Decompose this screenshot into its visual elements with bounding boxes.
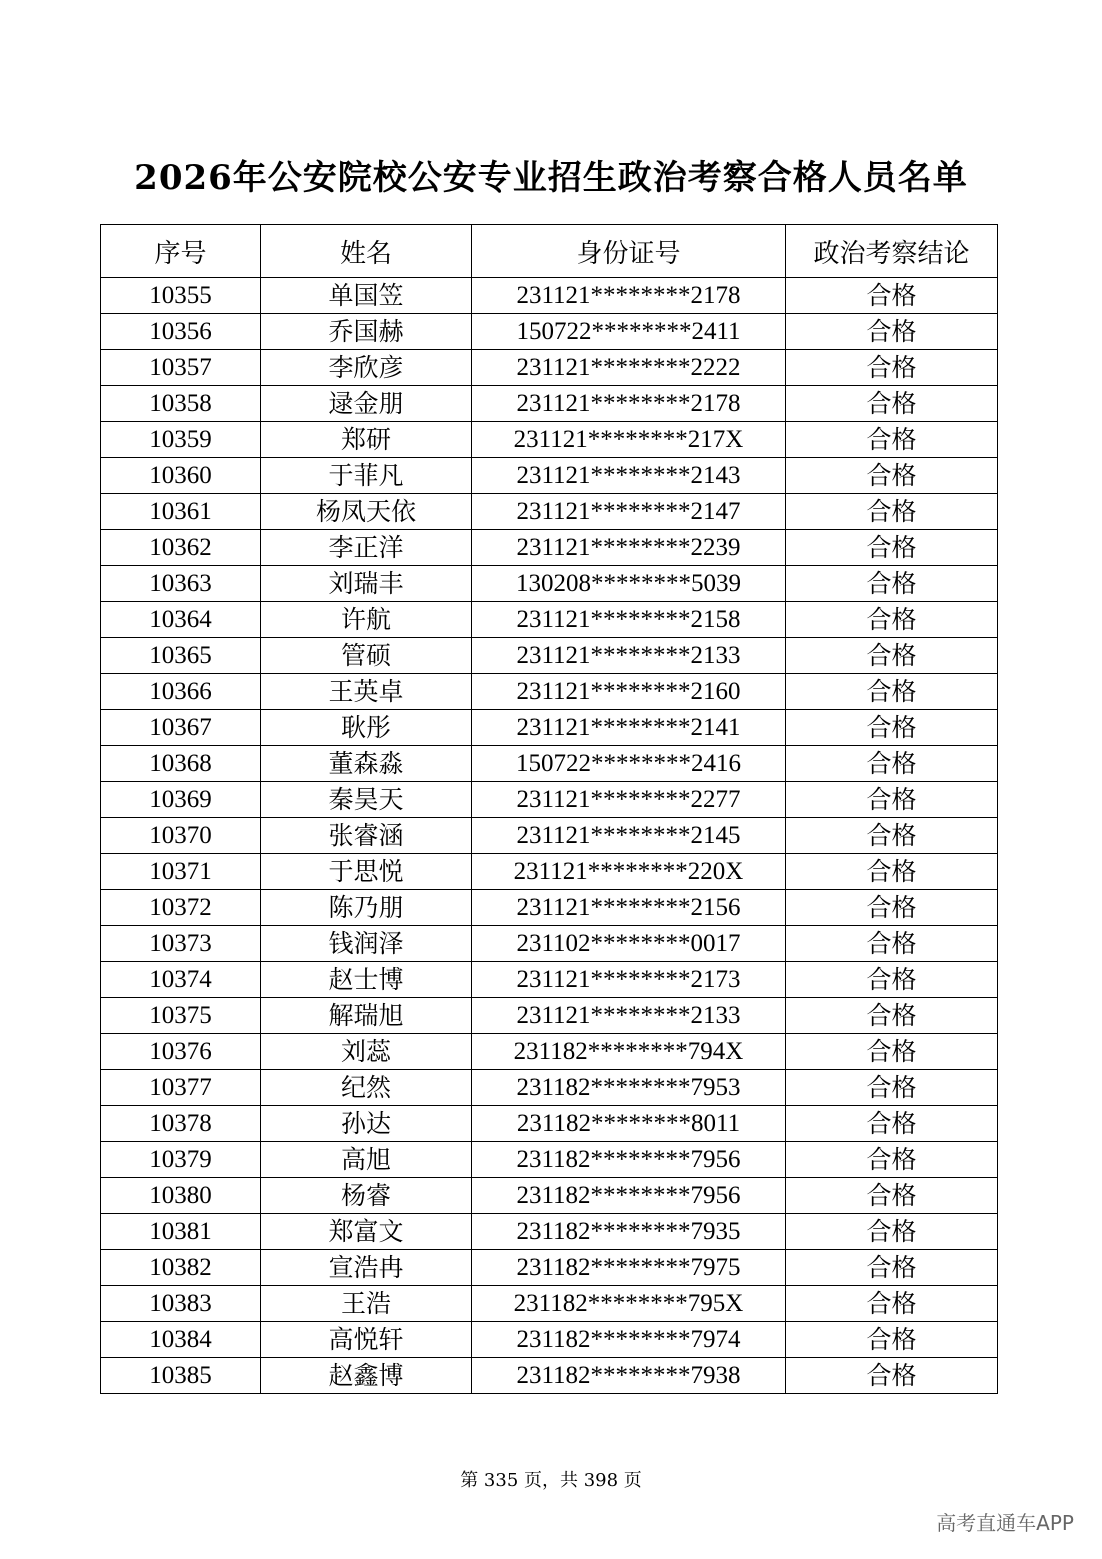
cell-id-card: 231182********7956 [472, 1142, 786, 1178]
cell-seq: 10384 [101, 1322, 261, 1358]
cell-result: 合格 [786, 746, 998, 782]
table-row [101, 458, 998, 494]
cell-seq: 10363 [101, 566, 261, 602]
cell-name: 秦昊天 [261, 782, 472, 818]
cell-id-card: 130208********5039 [472, 566, 786, 602]
table-row [101, 422, 998, 458]
page-number: 第 335 页，共 398 页 [460, 1470, 642, 1491]
cell-seq: 10356 [101, 314, 261, 350]
cell-seq: 10367 [101, 710, 261, 746]
cell-id-card: 231121********2133 [472, 638, 786, 674]
cell-result: 合格 [786, 962, 998, 998]
cell-result: 合格 [786, 314, 998, 350]
cell-name: 王浩 [261, 1286, 472, 1322]
cell-seq: 10383 [101, 1286, 261, 1322]
table-row [101, 818, 998, 854]
cell-seq: 10371 [101, 854, 261, 890]
cell-id-card: 231182********794X [472, 1034, 786, 1070]
cell-name: 孙达 [261, 1106, 472, 1142]
cell-seq: 10380 [101, 1178, 261, 1214]
cell-result: 合格 [786, 674, 998, 710]
cell-name: 张睿涵 [261, 818, 472, 854]
cell-id-card: 231121********2145 [472, 818, 786, 854]
cell-id-card: 231182********7975 [472, 1250, 786, 1286]
cell-name: 钱润泽 [261, 926, 472, 962]
cell-seq: 10358 [101, 386, 261, 422]
cell-result: 合格 [786, 854, 998, 890]
cell-name: 许航 [261, 602, 472, 638]
cell-result: 合格 [786, 1286, 998, 1322]
cell-seq: 10373 [101, 926, 261, 962]
cell-result: 合格 [786, 530, 998, 566]
cell-name: 于菲凡 [261, 458, 472, 494]
cell-name: 乔国赫 [261, 314, 472, 350]
cell-id-card: 231102********0017 [472, 926, 786, 962]
cell-id-card: 150722********2416 [472, 746, 786, 782]
cell-name: 郑研 [261, 422, 472, 458]
cell-seq: 10376 [101, 1034, 261, 1070]
cell-result: 合格 [786, 782, 998, 818]
table-row [101, 278, 998, 314]
header-result: 政治考察结论 [786, 225, 998, 278]
cell-name: 高悦轩 [261, 1322, 472, 1358]
cell-id-card: 231182********7956 [472, 1178, 786, 1214]
cell-result: 合格 [786, 602, 998, 638]
cell-id-card: 231182********7953 [472, 1070, 786, 1106]
cell-result: 合格 [786, 1358, 998, 1394]
table-row [101, 1250, 998, 1286]
cell-result: 合格 [786, 1250, 998, 1286]
cell-seq: 10364 [101, 602, 261, 638]
cell-name: 王英卓 [261, 674, 472, 710]
cell-seq: 10366 [101, 674, 261, 710]
table-row [101, 566, 998, 602]
table-row [101, 314, 998, 350]
cell-name: 于思悦 [261, 854, 472, 890]
cell-result: 合格 [786, 1070, 998, 1106]
cell-id-card: 231121********2222 [472, 350, 786, 386]
cell-result: 合格 [786, 818, 998, 854]
cell-id-card: 231121********2277 [472, 782, 786, 818]
cell-result: 合格 [786, 494, 998, 530]
cell-seq: 10378 [101, 1106, 261, 1142]
cell-seq: 10362 [101, 530, 261, 566]
cell-name: 解瑞旭 [261, 998, 472, 1034]
cell-id-card: 231121********2143 [472, 458, 786, 494]
cell-id-card: 231121********2173 [472, 962, 786, 998]
cell-name: 管硕 [261, 638, 472, 674]
table-row [101, 1142, 998, 1178]
cell-seq: 10360 [101, 458, 261, 494]
cell-name: 逯金朋 [261, 386, 472, 422]
table-row [101, 386, 998, 422]
table-row [101, 638, 998, 674]
cell-seq: 10377 [101, 1070, 261, 1106]
cell-name: 单国笠 [261, 278, 472, 314]
cell-result: 合格 [786, 386, 998, 422]
header-seq: 序号 [101, 225, 261, 278]
cell-result: 合格 [786, 1214, 998, 1250]
cell-id-card: 231121********217X [472, 422, 786, 458]
cell-result: 合格 [786, 1034, 998, 1070]
cell-id-card: 231182********795X [472, 1286, 786, 1322]
cell-result: 合格 [786, 566, 998, 602]
table-row [101, 602, 998, 638]
table-row [101, 926, 998, 962]
cell-name: 纪然 [261, 1070, 472, 1106]
table-row [101, 782, 998, 818]
cell-result: 合格 [786, 926, 998, 962]
table-row [101, 1214, 998, 1250]
cell-name: 郑富文 [261, 1214, 472, 1250]
page-title: 2026年公安院校公安专业招生政治考察合格人员名单 [134, 158, 968, 198]
cell-id-card: 231182********7935 [472, 1214, 786, 1250]
table-row [101, 1106, 998, 1142]
table-row [101, 350, 998, 386]
cell-seq: 10368 [101, 746, 261, 782]
cell-name: 宣浩冉 [261, 1250, 472, 1286]
cell-result: 合格 [786, 422, 998, 458]
cell-id-card: 150722********2411 [472, 314, 786, 350]
cell-result: 合格 [786, 278, 998, 314]
cell-seq: 10359 [101, 422, 261, 458]
cell-name: 耿彤 [261, 710, 472, 746]
cell-result: 合格 [786, 638, 998, 674]
table-row [101, 962, 998, 998]
cell-seq: 10365 [101, 638, 261, 674]
table-row [101, 1070, 998, 1106]
table-row [101, 746, 998, 782]
cell-name: 赵士博 [261, 962, 472, 998]
table-row [101, 1286, 998, 1322]
cell-id-card: 231121********2156 [472, 890, 786, 926]
cell-result: 合格 [786, 1178, 998, 1214]
cell-seq: 10361 [101, 494, 261, 530]
cell-name: 刘蕊 [261, 1034, 472, 1070]
cell-seq: 10379 [101, 1142, 261, 1178]
cell-name: 陈乃朋 [261, 890, 472, 926]
cell-result: 合格 [786, 890, 998, 926]
watermark-text: 高考直通车APP [936, 1511, 1074, 1535]
cell-id-card: 231121********2158 [472, 602, 786, 638]
cell-name: 赵鑫博 [261, 1358, 472, 1394]
table-row [101, 998, 998, 1034]
cell-name: 李正洋 [261, 530, 472, 566]
cell-name: 高旭 [261, 1142, 472, 1178]
cell-name: 杨凤天依 [261, 494, 472, 530]
table-row [101, 494, 998, 530]
cell-seq: 10375 [101, 998, 261, 1034]
header-name: 姓名 [261, 225, 472, 278]
table-body [101, 278, 998, 1394]
table-row [101, 1178, 998, 1214]
table-row [101, 854, 998, 890]
cell-seq: 10369 [101, 782, 261, 818]
table-row [101, 674, 998, 710]
cell-id-card: 231121********2160 [472, 674, 786, 710]
cell-id-card: 231121********2239 [472, 530, 786, 566]
cell-name: 李欣彦 [261, 350, 472, 386]
cell-result: 合格 [786, 1322, 998, 1358]
cell-seq: 10382 [101, 1250, 261, 1286]
cell-name: 刘瑞丰 [261, 566, 472, 602]
cell-name: 杨睿 [261, 1178, 472, 1214]
cell-result: 合格 [786, 998, 998, 1034]
cell-seq: 10370 [101, 818, 261, 854]
table-row [101, 1034, 998, 1070]
cell-result: 合格 [786, 1142, 998, 1178]
cell-id-card: 231121********2133 [472, 998, 786, 1034]
cell-id-card: 231121********2178 [472, 278, 786, 314]
header-id-card: 身份证号 [472, 225, 786, 278]
cell-result: 合格 [786, 1106, 998, 1142]
cell-name: 董森淼 [261, 746, 472, 782]
table-row [101, 890, 998, 926]
cell-id-card: 231121********2147 [472, 494, 786, 530]
table-row [101, 530, 998, 566]
cell-seq: 10385 [101, 1358, 261, 1394]
cell-seq: 10381 [101, 1214, 261, 1250]
roster-table [100, 224, 998, 1394]
cell-result: 合格 [786, 710, 998, 746]
cell-id-card: 231182********7938 [472, 1358, 786, 1394]
cell-id-card: 231121********2141 [472, 710, 786, 746]
cell-result: 合格 [786, 458, 998, 494]
header-row [101, 225, 998, 278]
cell-id-card: 231121********220X [472, 854, 786, 890]
table-header [101, 225, 998, 278]
cell-seq: 10357 [101, 350, 261, 386]
cell-result: 合格 [786, 350, 998, 386]
cell-id-card: 231182********8011 [472, 1106, 786, 1142]
cell-id-card: 231182********7974 [472, 1322, 786, 1358]
cell-seq: 10374 [101, 962, 261, 998]
table-row [101, 710, 998, 746]
table-row [101, 1358, 998, 1394]
table-row [101, 1322, 998, 1358]
cell-seq: 10372 [101, 890, 261, 926]
cell-seq: 10355 [101, 278, 261, 314]
cell-id-card: 231121********2178 [472, 386, 786, 422]
